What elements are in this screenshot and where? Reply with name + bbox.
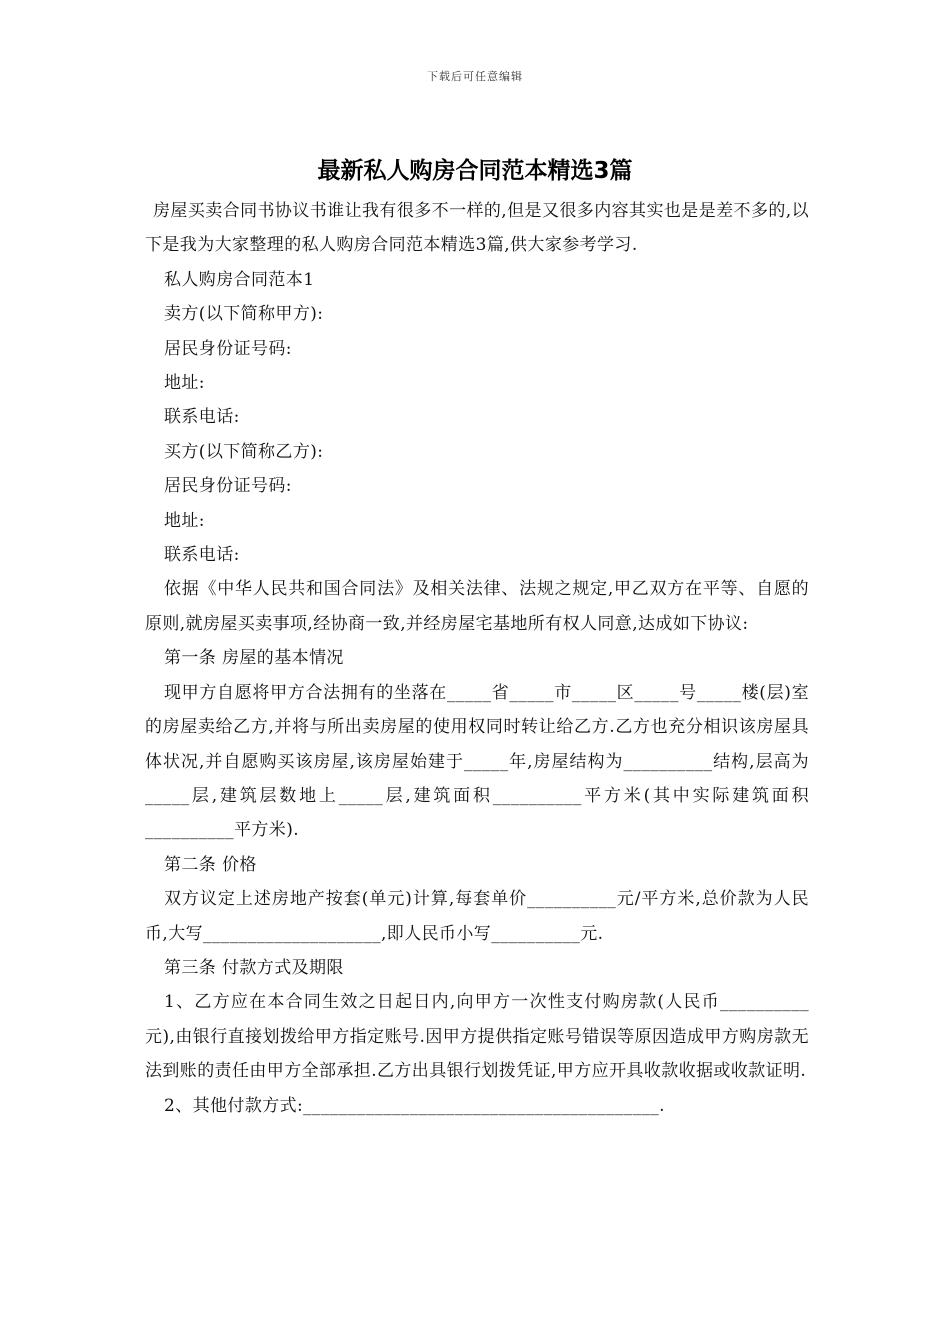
seller-label: 卖方(以下简称甲方): [164,304,324,325]
seller-phone-label: 联系电话: [164,407,240,428]
buyer-label: 买方(以下简称乙方): [164,441,324,462]
article-3-clause-2: 2、其他付款方式:________________________________________. [164,1095,665,1116]
article-1-heading: 第一条 房屋的基本情况 [164,648,344,669]
buyer-id-label: 居民身份证号码: [164,476,292,497]
article-2-heading: 第二条 价格 [164,854,257,875]
article-3-clause-1: 1、乙方应在本合同生效之日起日内,向甲方一次性支付购房款(人民币__________元),由银行直接划拨给甲方指定账号.因甲方提供指定账号错误等原因造成甲方购房款无法到账的责任由甲方全部承担.乙方出具银行划拨凭证,甲方应开具收款收据或收款证明. [145,992,809,1082]
document-body [145,194,809,1123]
article-2-body: 双方议定上述房地产按套(单元)计算,每套单价__________元/平方米,总价款为人民币,大写____________________,即人民币小写__________元. [145,889,809,944]
buyer-phone-label: 联系电话: [164,545,240,566]
article-1-body: 现甲方自愿将甲方合法拥有的坐落在_____省_____市_____区_____号_____楼(层)室的房屋卖给乙方,并将与所出卖房屋的使用权同时转让给乙方.乙方也充分相识该房屋具体状况,并自愿购买该房屋,该房屋始建于_____年,房屋结构为__________结构,层高为_____层,建筑层数地上_____层,建筑面积__________平方米(其中实际建筑面积__________平方米). [145,682,809,841]
legal-basis-paragraph: 依据《中华人民共和国合同法》及相关法律、法规之规定,甲乙双方在平等、自愿的原则,就房屋买卖事项,经协商一致,并经房屋宅基地所有权人同意,达成如下协议: [145,579,809,634]
document-title: 最新私人购房合同范本精选3篇 [317,158,633,184]
buyer-address-label: 地址: [164,510,205,531]
page-header-note: 下载后可任意编辑 [427,70,523,83]
contract-heading: 私人购房合同范本1 [164,269,315,290]
intro-paragraph: 房屋买卖合同书协议书谁让我有很多不一样的,但是又很多内容其实也是是差不多的,以下是我为大家整理的私人购房合同范本精选3篇,供大家参考学习. [145,201,809,256]
seller-id-label: 居民身份证号码: [164,338,292,359]
article-3-heading: 第三条 付款方式及期限 [164,957,344,978]
seller-address-label: 地址: [164,373,205,394]
